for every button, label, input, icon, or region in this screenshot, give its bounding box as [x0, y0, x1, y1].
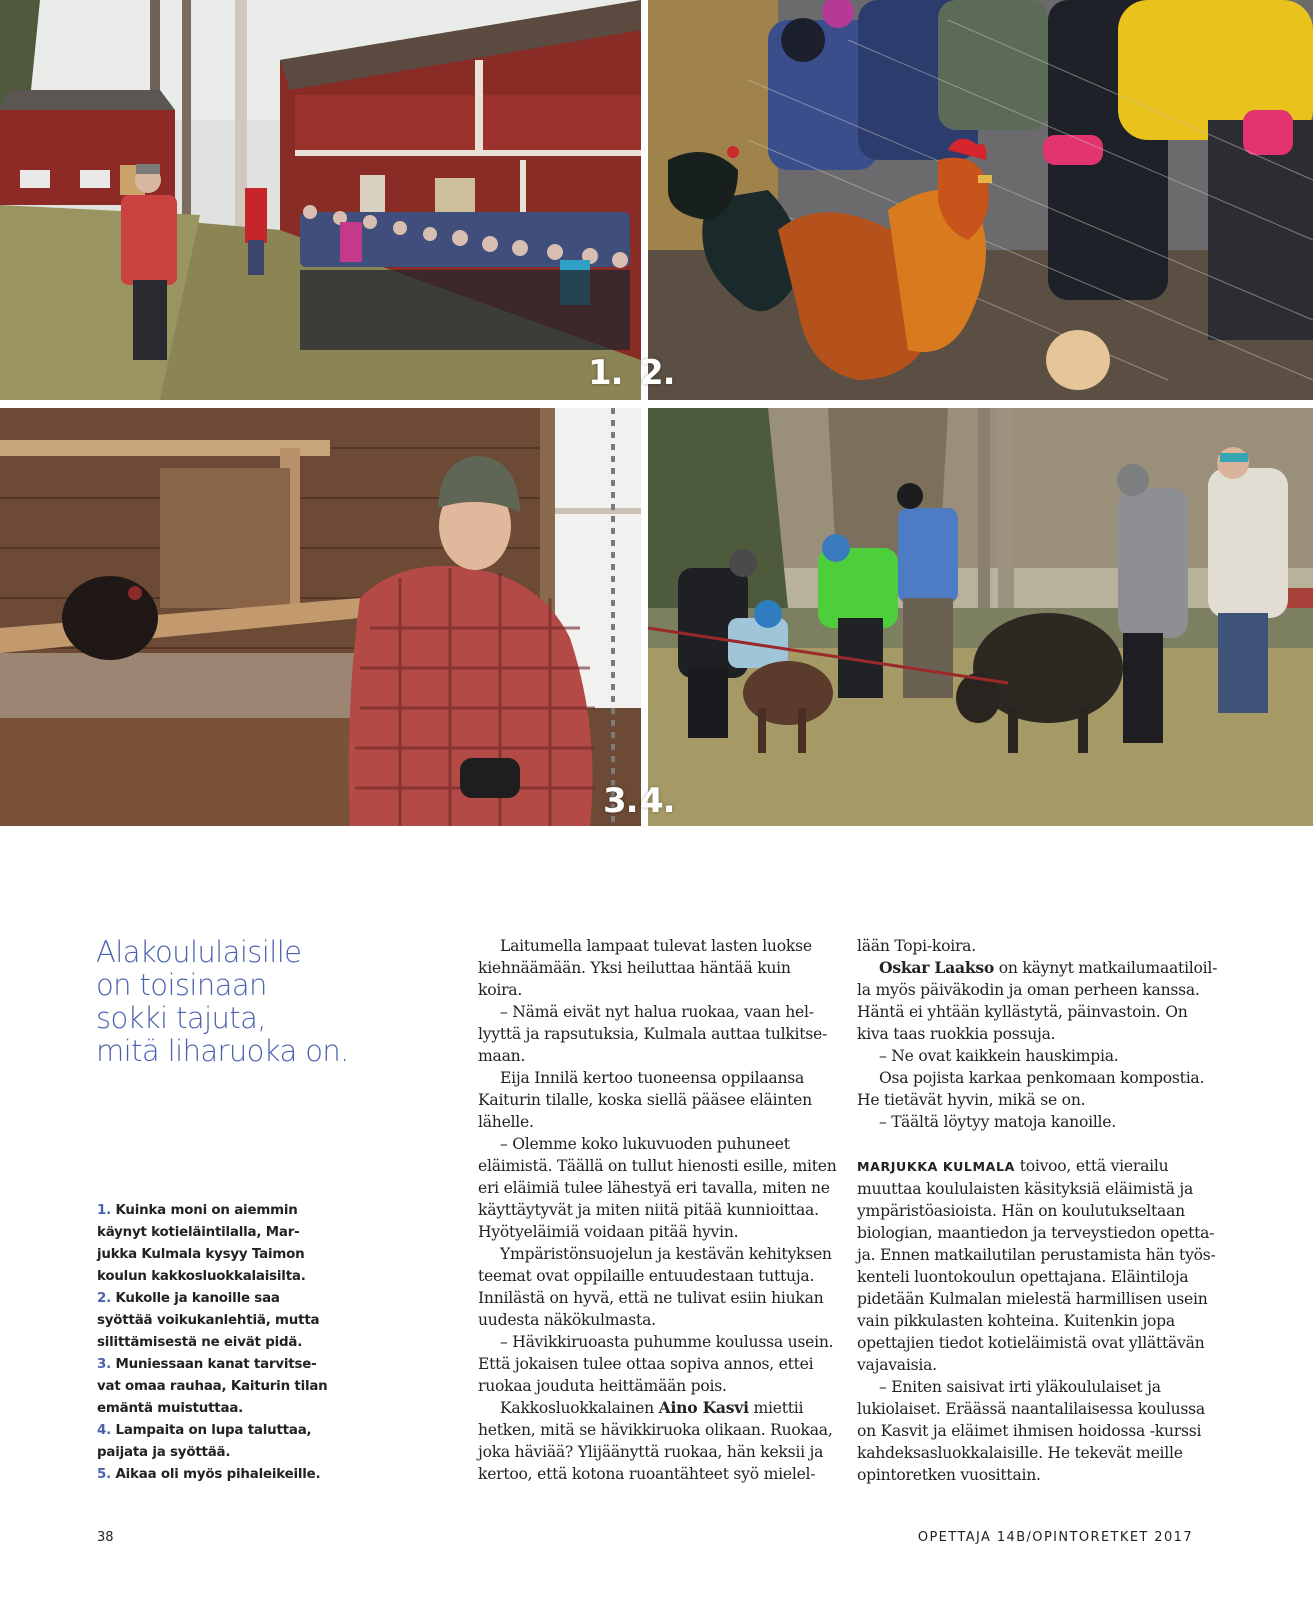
- text-line: – Hävikkiruoasta puhumme koulussa usein.: [500, 1333, 834, 1351]
- photo-captions: [97, 1200, 337, 1486]
- photo-sheep: [640, 408, 1313, 826]
- paragraph-gap: [857, 1133, 1213, 1155]
- text-line: Laitumella lampaat tulevat lasten luokse: [500, 937, 812, 955]
- text-line: kiva taas ruokkia possuja.: [857, 1025, 1056, 1043]
- article-column-2: [478, 935, 837, 1485]
- text-line: opintoretken vuosittain.: [857, 1466, 1041, 1484]
- caption-line: 2. Kukolle ja kanoille saa: [97, 1291, 280, 1306]
- caption-number: 3.: [97, 1357, 112, 1372]
- text-line: eri eläimiä tulee lähestyä eri tavalla, miten ne: [478, 1179, 830, 1197]
- caption-line: 1. Kuinka moni on aiemmin: [97, 1203, 298, 1218]
- text-line: – Olemme koko lukuvuoden puhuneet: [500, 1135, 790, 1153]
- pull-quote-line: sokki tajuta,: [96, 1001, 266, 1035]
- text-line: – Täältä löytyy matoja kanoille.: [879, 1113, 1116, 1131]
- text-line: koira.: [478, 981, 523, 999]
- article-column-3: [857, 935, 1218, 1486]
- photo-number: 1.: [588, 353, 623, 393]
- text-line: maan.: [478, 1047, 526, 1065]
- person-name: Aino Kasvi: [658, 1398, 749, 1417]
- text-line: ruokaa jouduta heittämään pois.: [478, 1377, 727, 1395]
- text-line: Kakkosluokkalainen Aino Kasvi miettii: [500, 1398, 804, 1417]
- photo-number: 2.: [640, 353, 675, 393]
- farmyard-photo-icon: [0, 0, 641, 400]
- text-line: He tietävät hyvin, mikä se on.: [857, 1091, 1086, 1109]
- text-line: Oskar Laakso on käynyt matkailumaatiloil-: [879, 958, 1218, 977]
- caption-line: koulun kakkosluokkalaisilta.: [97, 1269, 306, 1284]
- pull-quote-line: Alakoululaisille: [96, 935, 302, 969]
- photo-henhouse: [0, 408, 641, 826]
- caption-line: jukka Kulmala kysyy Taimon: [97, 1247, 305, 1262]
- henhouse-photo-icon: [0, 408, 641, 826]
- text-line: Osa pojista karkaa penkomaan kompostia.: [879, 1069, 1205, 1087]
- text-line: Hyötyeläimiä voidaan pitää hyvin.: [478, 1223, 739, 1241]
- person-name: Oskar Laakso: [879, 958, 995, 977]
- text-line: teemat ovat oppilaille entuudestaan tuttuja.: [478, 1267, 815, 1285]
- text-line: biologian, maantiedon ja terveystiedon opetta-: [857, 1224, 1215, 1242]
- text-line: kertoo, että kotona ruoantähteet syö mielel-: [478, 1465, 816, 1483]
- text-line: ja. Ennen matkailutilan perustamista hän työs-: [857, 1246, 1216, 1264]
- caption-line: käynyt kotieläintilalla, Mar-: [97, 1225, 300, 1240]
- text-line: uudesta näkökulmasta.: [478, 1311, 656, 1329]
- text-line: Eija Innilä kertoo tuoneensa oppilaansa: [500, 1069, 805, 1087]
- person-name-smallcaps: MARJUKKA KULMALA: [857, 1159, 1015, 1174]
- caption-line: silittämisestä ne eivät pidä.: [97, 1335, 303, 1350]
- caption-line: vat omaa rauhaa, Kaiturin tilan: [97, 1379, 328, 1394]
- caption-number: 5.: [97, 1467, 112, 1482]
- photo-rooster-feeding: [640, 0, 1313, 400]
- text-line: käyttäytyvät ja miten niitä pitää kunnioittaa.: [478, 1201, 819, 1219]
- text-line: eläimistä. Täällä on tullut hienosti esille, miten: [478, 1157, 837, 1175]
- text-line: ympäristöasioista. Hän on koulutukseltaan: [857, 1202, 1185, 1220]
- caption-line: paijata ja syöttää.: [97, 1445, 231, 1460]
- caption-line: 4. Lampaita on lupa taluttaa,: [97, 1423, 312, 1438]
- caption-number: 4.: [97, 1423, 112, 1438]
- text-line: on Kasvit ja eläimet ihmisen hoidossa -kurssi: [857, 1422, 1202, 1440]
- text-line: lyyttä ja rapsutuksia, Kulmala auttaa tulkitse-: [478, 1025, 828, 1043]
- text-line: Kaiturin tilalle, koska siellä pääsee eläinten: [478, 1091, 812, 1109]
- caption-line: 3. Muniessaan kanat tarvitse-: [97, 1357, 317, 1372]
- text-line: Innilästä on hyvä, että ne tulivat esiin hiukan: [478, 1289, 824, 1307]
- text-line: MARJUKKA KULMALA toivoo, että vierailu: [857, 1157, 1169, 1175]
- text-line: hetken, mitä se hävikkiruoka olikaan. Ruokaa,: [478, 1421, 833, 1439]
- text-line: kenteli luontokoulun opettajana. Eläintiloja: [857, 1268, 1189, 1286]
- text-line: lukiolaiset. Eräässä naantalilaisessa koulussa: [857, 1400, 1205, 1418]
- text-line: vajavaisia.: [857, 1356, 937, 1374]
- text-line: – Ne ovat kaikkein hauskimpia.: [879, 1047, 1119, 1065]
- pull-quote: [96, 936, 396, 1068]
- text-line: kahdeksasluokkalaisille. He tekevät meille: [857, 1444, 1183, 1462]
- text-line: lähelle.: [478, 1113, 534, 1131]
- text-line: la myös päiväkodin ja oman perheen kanssa.: [857, 981, 1200, 999]
- caption-number: 1.: [97, 1203, 112, 1218]
- text-line: Ympäristönsuojelun ja kestävän kehityksen: [500, 1245, 832, 1263]
- text-line: – Eniten saisivat irti yläkoululaiset ja: [879, 1378, 1161, 1396]
- rooster-feeding-photo-icon: [648, 0, 1313, 400]
- text-line: opettajien tiedot kotieläimistä ovat yllättävän: [857, 1334, 1205, 1352]
- photo-farmyard: [0, 0, 641, 400]
- text-line: vain pikkulasten kohteina. Kuitenkin jopa: [857, 1312, 1175, 1330]
- text-line: kiehnäämään. Yksi heiluttaa häntää kuin: [478, 959, 791, 977]
- page-number: 38: [97, 1530, 114, 1545]
- caption-line: emäntä muistuttaa.: [97, 1401, 244, 1416]
- text-line: Että jokaisen tulee ottaa sopiva annos, ettei: [478, 1355, 814, 1373]
- publication-name: OPETTAJA 14B/OPINTORETKET 2017: [917, 1530, 1193, 1545]
- photo-number: 4.: [640, 781, 675, 821]
- pull-quote-line: on toisinaan: [96, 968, 267, 1002]
- text-line: muuttaa koululaisten käsityksiä eläimistä ja: [857, 1180, 1194, 1198]
- photo-number: 3.: [603, 781, 638, 821]
- text-line: joka häviää? Ylijäänyttä ruokaa, hän keksii ja: [478, 1443, 824, 1461]
- caption-line: syöttää voikukanlehtiä, mutta: [97, 1313, 320, 1328]
- caption-number: 2.: [97, 1291, 112, 1306]
- sheep-photo-icon: [648, 408, 1313, 826]
- text-line: pidetään Kulmalan mielestä harmillisen usein: [857, 1290, 1208, 1308]
- pull-quote-line: mitä liharuoka on.: [96, 1034, 349, 1068]
- caption-line: 5. Aikaa oli myös pihaleikeille.: [97, 1467, 321, 1482]
- text-line: – Nämä eivät nyt halua ruokaa, vaan hel-: [500, 1003, 814, 1021]
- text-line: lään Topi-koira.: [857, 937, 976, 955]
- text-line: Häntä ei yhtään kyllästytä, päinvastoin. On: [857, 1003, 1188, 1021]
